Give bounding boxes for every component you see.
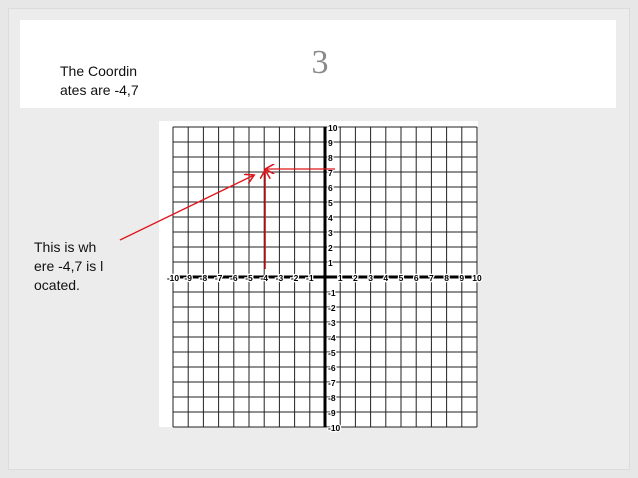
x-tick-label: 6	[413, 273, 419, 283]
x-tick-label: 5	[398, 273, 404, 283]
x-tick-label: 7	[429, 273, 434, 283]
x-tick-label: -4	[260, 273, 268, 283]
y-tick-label: 7	[328, 168, 333, 178]
y-tick-label: -6	[328, 363, 336, 373]
x-tick-label: -5	[245, 273, 253, 283]
y-tick-label: 10	[328, 123, 338, 133]
x-tick-label: 1	[337, 273, 343, 283]
x-tick-label: -9	[184, 273, 192, 283]
x-tick-label: -8	[199, 273, 208, 283]
y-tick-label: 9	[328, 138, 333, 148]
x-tick-label: -10	[166, 273, 180, 283]
x-tick-label: 9	[459, 273, 465, 283]
y-tick-label: 8	[328, 153, 333, 163]
x-tick-label: -7	[214, 273, 223, 283]
x-tick-label: 4	[383, 273, 389, 283]
y-tick-label: 4	[328, 213, 333, 223]
y-tick-label: 3	[328, 228, 333, 238]
x-tick-label: -3	[275, 273, 284, 283]
y-tick-label: -9	[328, 408, 336, 418]
x-tick-label: -1	[306, 273, 314, 283]
coordinate-plane	[159, 121, 482, 433]
y-tick-label: 2	[328, 243, 333, 253]
y-tick-label: 6	[328, 183, 333, 193]
y-tick-label: 1	[328, 258, 333, 268]
coordinate-grid	[159, 121, 482, 433]
y-tick-label: -3	[328, 318, 336, 328]
x-tick-label: 10	[472, 273, 482, 283]
y-tick-label: -5	[328, 348, 336, 358]
y-tick-label: -2	[328, 303, 336, 313]
y-tick-label: 5	[328, 198, 333, 208]
y-tick-label: -8	[328, 393, 336, 403]
coordinate-note: The Coordinates are -4,7	[60, 63, 139, 98]
location-note: This is where -4,7 is located.	[34, 239, 104, 293]
y-tick-label: -1	[328, 288, 336, 298]
x-tick-label: -6	[230, 273, 238, 283]
x-tick-label: 8	[444, 273, 449, 283]
x-tick-label: 2	[353, 273, 358, 283]
y-tick-label: -10	[328, 423, 341, 433]
slide-number: 3	[311, 44, 329, 81]
x-tick-label: -2	[290, 273, 299, 283]
y-tick-label: -4	[328, 333, 336, 343]
x-tick-label: 3	[368, 273, 373, 283]
y-tick-label: -7	[328, 378, 336, 388]
